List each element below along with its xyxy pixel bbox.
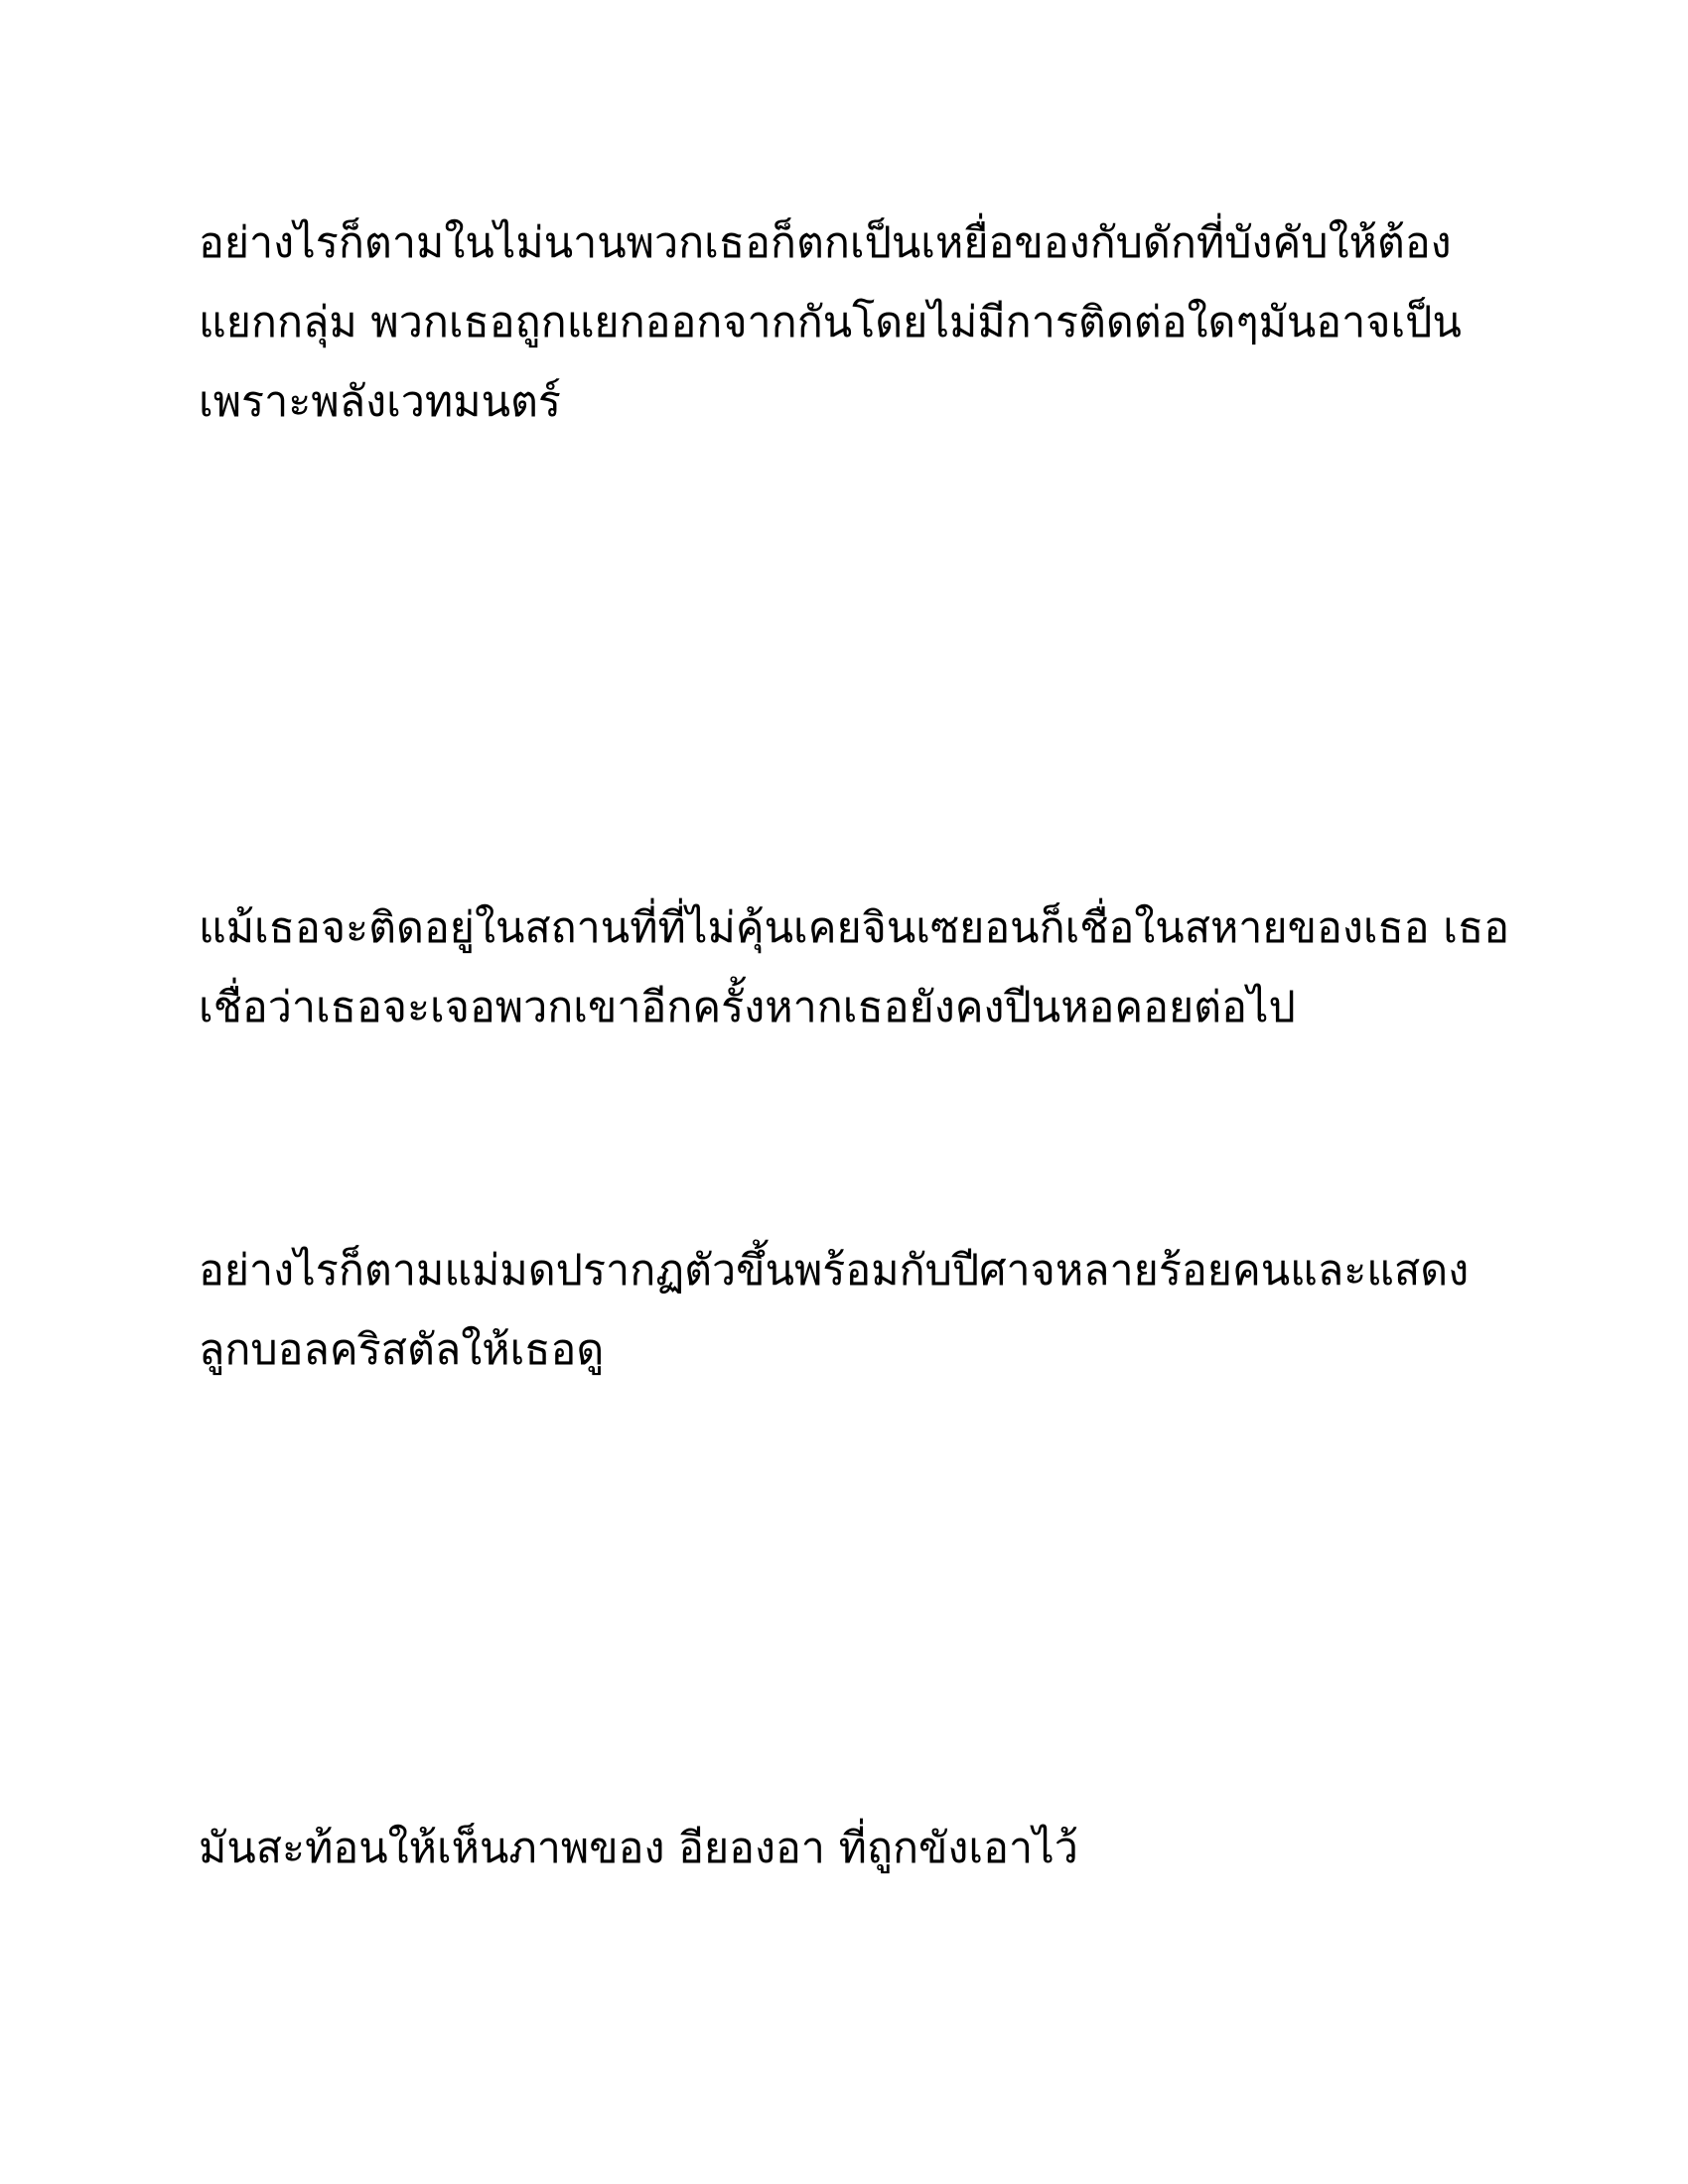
- paragraph-2: [199, 888, 1510, 1047]
- paragraph-3-line-2: ลูกบอลคริสตัลให้เธอดู: [199, 1325, 605, 1375]
- paragraph-1-line-2: แยกกลุ่ม พวกเธอถูกแยกออกจากกันโดยไม่มีการติดต่อใดๆมันอาจเป็น: [199, 298, 1462, 347]
- paragraph-1-line-3: เพราะพลังเวทมนตร์: [199, 377, 562, 427]
- paragraph-4: [199, 1809, 1489, 1888]
- paragraph-1: [199, 204, 1489, 442]
- paragraph-2-line-2: เชื่อว่าเธอจะเจอพวกเขาอีกครั้งหากเธอยังคงปีนหอคอยต่อไป: [199, 983, 1296, 1032]
- paragraph-4-line-1: มันสะท้อนให้เห็นภาพของ อียองอา ที่ถูกขังเอาไว้: [199, 1824, 1078, 1873]
- paragraph-3: [199, 1231, 1489, 1390]
- paragraph-2-line-1: แม้เธอจะติดอยู่ในสถานที่ที่ไม่คุ้นเคยจินเซยอนก็เชื่อในสหายของเธอ เธอ: [199, 903, 1510, 953]
- paragraph-3-line-1: อย่างไรก็ตามแม่มดปรากฏตัวขึ้นพร้อมกับปีศาจหลายร้อยคนและแสดง: [199, 1246, 1470, 1296]
- paragraph-1-line-1: อย่างไรก็ตามในไม่นานพวกเธอก็ตกเป็นเหยื่อของกับดักที่บังคับให้ต้อง: [199, 218, 1452, 268]
